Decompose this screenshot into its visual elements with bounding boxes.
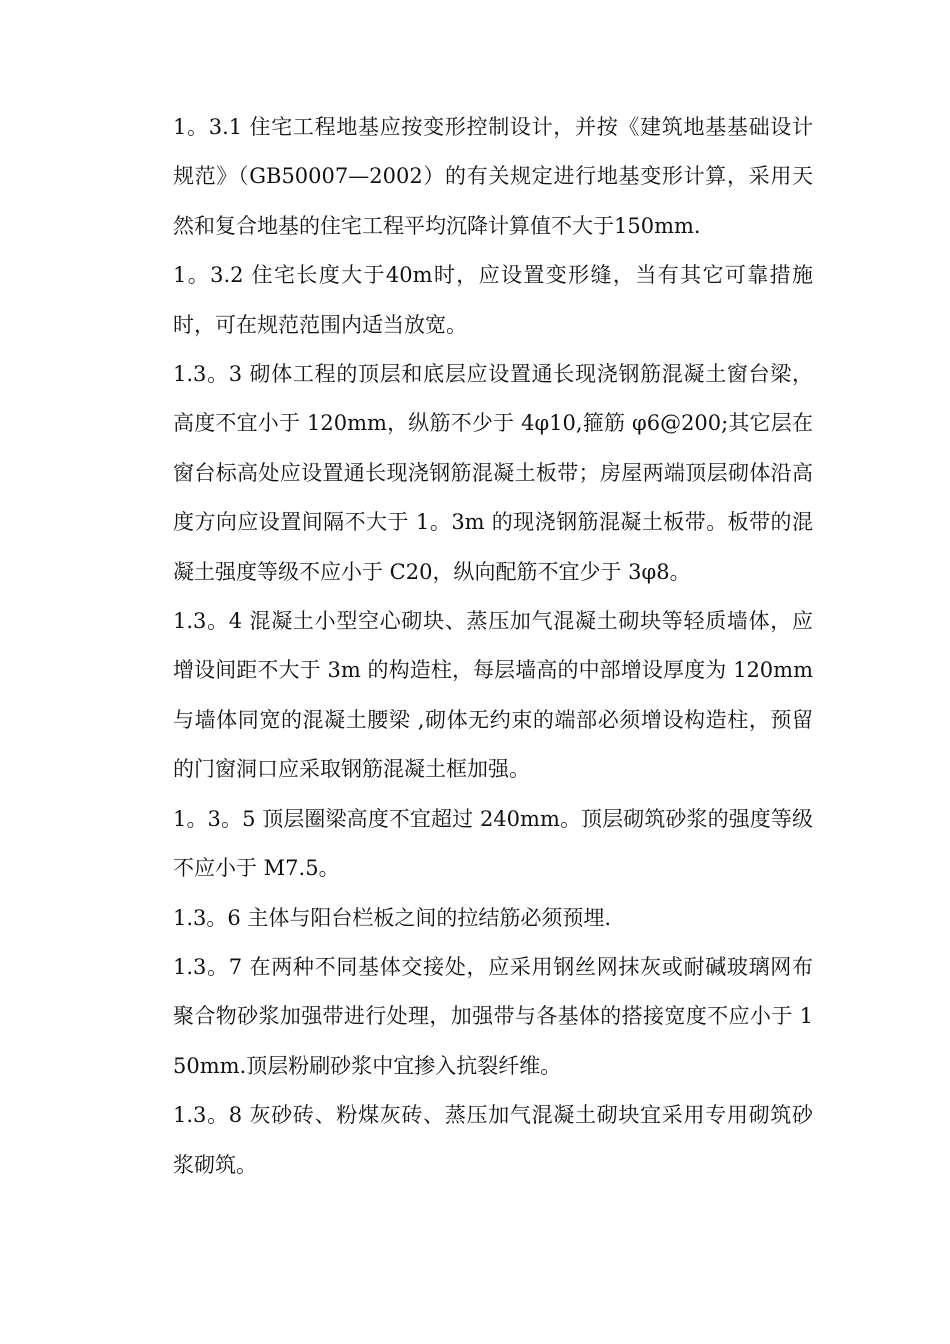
clause-1-3-7: 1.3。7 在两种不同基体交接处，应采用钢丝网抹灰或耐碱玻璃网布聚合物砂浆加强带进行处理，加强带与各基体的搭接宽度不应小于 150mm.顶层粉刷砂浆中宜掺入抗裂纤维。 — [173, 954, 813, 1078]
clause-1-3-3: 1.3。3 砌体工程的顶层和底层应设置通长现浇钢筋混凝土窗台梁，高度不宜小于 120mm，纵筋不少于 4φ10,箍筋 φ6@200;其它层在窗台标高处应设置通长现浇钢筋混凝土板带；房屋两端顶层砌体沿高度方向应设置间隔不大于 1。3m 的现浇钢筋混凝土板带。板带的混凝土强度等级不应小于 C20，纵向配筋不宜少于 3φ8。 — [173, 362, 813, 584]
clause-1-3-1: 1。3.1 住宅工程地基应按变形控制设计，并按《建筑地基基础设计规范》（GB50007—2002）的有关规定进行地基变形计算，采用天然和复合地基的住宅工程平均沉降计算值不大于150mm. — [173, 115, 813, 238]
document-page — [173, 103, 813, 1190]
clause-1-3-5: 1。3。5 顶层圈梁高度不宜超过 240mm。顶层砌筑砂浆的强度等级不应小于 M7.5。 — [173, 806, 813, 881]
clause-1-3-8: 1.3。8 灰砂砖、粉煤灰砖、蒸压加气混凝土砌块宜采用专用砌筑砂浆砌筑。 — [173, 1103, 813, 1177]
clause-1-3-6: 1.3。6 主体与阳台栏板之间的拉结筋必须预埋. — [173, 905, 612, 930]
clause-1-3-2: 1。3.2 住宅长度大于40m时，应设置变形缝，当有其它可靠措施时，可在规范范围内适当放宽。 — [173, 263, 813, 337]
clause-1-3-4: 1.3。4 混凝土小型空心砌块、蒸压加气混凝土砌块等轻质墙体，应增设间距不大于 3m 的构造柱，每层墙高的中部增设厚度为 120mm 与墙体同宽的混凝土腰梁 ,砌体无约束的端部必须增设构造柱，预留的门窗洞口应采取钢筋混凝土框加强。 — [173, 609, 813, 782]
